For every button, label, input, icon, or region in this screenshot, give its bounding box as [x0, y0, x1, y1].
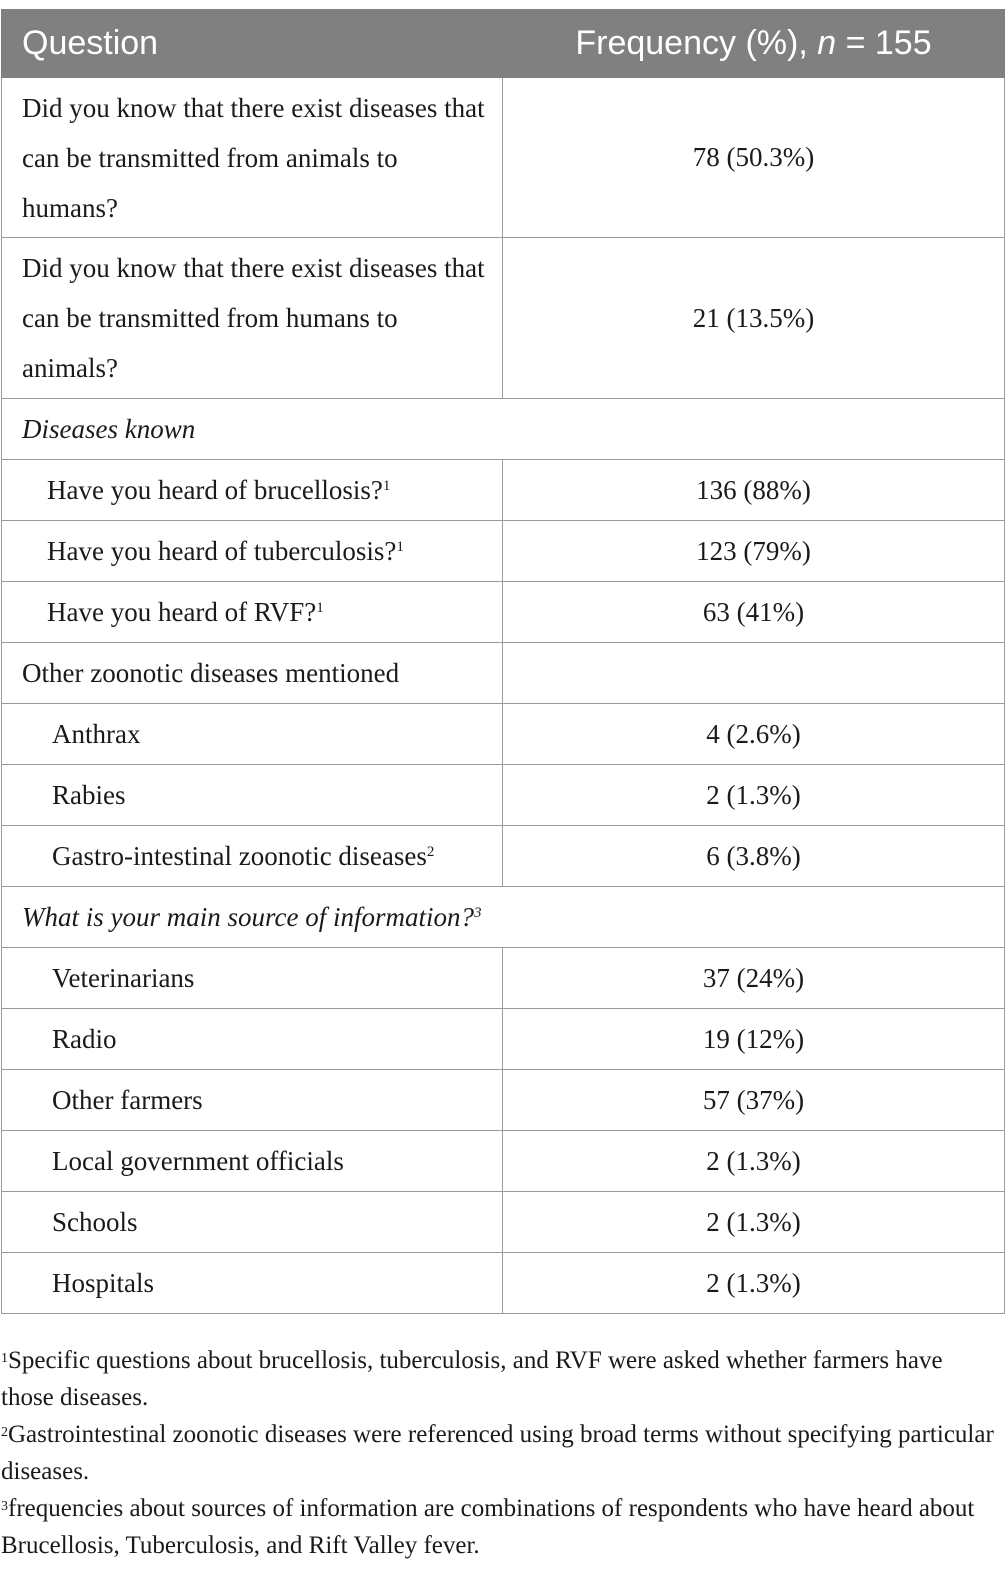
- table-row: [2, 460, 1005, 521]
- table-row: [2, 582, 1005, 643]
- footnote-text: Specific questions about brucellosis, tuberculosis, and RVF were asked whether farmers have those diseases.: [1, 1347, 943, 1411]
- question-text: Have you heard of RVF?: [47, 597, 317, 627]
- question-cell: [2, 582, 503, 643]
- frequency-header-suffix: = 155: [836, 24, 932, 62]
- frequency-cell: 2 (1.3%): [503, 765, 1005, 826]
- question-text: Have you heard of tuberculosis?: [47, 536, 397, 566]
- footnote-text: frequencies about sources of information are combinations of respondents who have heard about Brucellosis, Tuberculosis, and Rift Valley fever.: [1, 1495, 975, 1559]
- section-heading-other-diseases: Other zoonotic diseases mentioned: [2, 643, 503, 704]
- question-column-header: Question: [2, 10, 503, 78]
- table-row: [2, 1131, 1005, 1192]
- question-cell: [2, 460, 503, 521]
- table-row: [2, 1253, 1005, 1314]
- question-cell: Did you know that there exist diseases that can be transmitted from animals to humans?: [2, 78, 503, 238]
- frequency-cell: 136 (88%): [503, 460, 1005, 521]
- table-row: [2, 1009, 1005, 1070]
- table-row: [2, 78, 1005, 238]
- table-row: [2, 1192, 1005, 1253]
- frequency-cell: [503, 643, 1005, 704]
- question-cell: Anthrax: [2, 704, 503, 765]
- section-heading-diseases-known: Diseases known: [2, 399, 1005, 460]
- section-text: What is your main source of information?: [22, 902, 474, 932]
- frequency-cell: 57 (37%): [503, 1070, 1005, 1131]
- section-row: [2, 399, 1005, 460]
- frequency-cell: 6 (3.8%): [503, 826, 1005, 887]
- table-row: [2, 238, 1005, 399]
- footnote-1: [1, 1342, 1001, 1416]
- survey-table: [1, 9, 1005, 1314]
- footnote-mark: 1: [396, 539, 404, 555]
- frequency-cell: 21 (13.5%): [503, 238, 1005, 399]
- question-cell: [2, 521, 503, 582]
- section-row: [2, 887, 1005, 948]
- question-cell: Veterinarians: [2, 948, 503, 1009]
- frequency-cell: 78 (50.3%): [503, 78, 1005, 238]
- question-cell: [2, 826, 503, 887]
- question-cell: Rabies: [2, 765, 503, 826]
- footnote-mark: 2: [1, 1425, 8, 1440]
- question-text: Gastro-intestinal zoonotic diseases: [52, 841, 427, 871]
- footnote-mark: 3: [474, 905, 482, 921]
- table-row: [2, 521, 1005, 582]
- footnote-2: [1, 1416, 1001, 1490]
- frequency-header-n: n: [817, 24, 837, 62]
- frequency-column-header: [503, 10, 1005, 78]
- table-row: [2, 1070, 1005, 1131]
- frequency-cell: 123 (79%): [503, 521, 1005, 582]
- frequency-cell: 2 (1.3%): [503, 1192, 1005, 1253]
- table-footnotes: [1, 1342, 1001, 1564]
- table-row: [2, 704, 1005, 765]
- frequency-header-prefix: Frequency (%),: [575, 24, 818, 62]
- frequency-cell: 2 (1.3%): [503, 1253, 1005, 1314]
- header-row: [2, 10, 1005, 78]
- frequency-cell: 4 (2.6%): [503, 704, 1005, 765]
- table-row: [2, 826, 1005, 887]
- frequency-cell: 2 (1.3%): [503, 1131, 1005, 1192]
- question-cell: Hospitals: [2, 1253, 503, 1314]
- table-row: [2, 948, 1005, 1009]
- footnote-mark: 1: [382, 478, 391, 494]
- question-cell: Did you know that there exist diseases that can be transmitted from humans to animals?: [2, 238, 503, 399]
- question-cell: Schools: [2, 1192, 503, 1253]
- footnote-mark: 2: [426, 844, 435, 860]
- footnote-3: [1, 1490, 1001, 1564]
- question-text: Have you heard of brucellosis?: [47, 475, 383, 505]
- footnote-mark: 3: [1, 1499, 8, 1514]
- frequency-cell: 37 (24%): [503, 948, 1005, 1009]
- frequency-cell: 63 (41%): [503, 582, 1005, 643]
- question-cell: Radio: [2, 1009, 503, 1070]
- table-row: [2, 765, 1005, 826]
- footnote-text: Gastrointestinal zoonotic diseases were referenced using broad terms without specifying particular diseases.: [1, 1421, 994, 1485]
- section-row: [2, 643, 1005, 704]
- section-heading-information-source: [2, 887, 1005, 948]
- footnote-mark: 1: [1, 1351, 8, 1366]
- footnote-mark: 1: [316, 600, 324, 616]
- question-cell: Local government officials: [2, 1131, 503, 1192]
- question-cell: Other farmers: [2, 1070, 503, 1131]
- frequency-cell: 19 (12%): [503, 1009, 1005, 1070]
